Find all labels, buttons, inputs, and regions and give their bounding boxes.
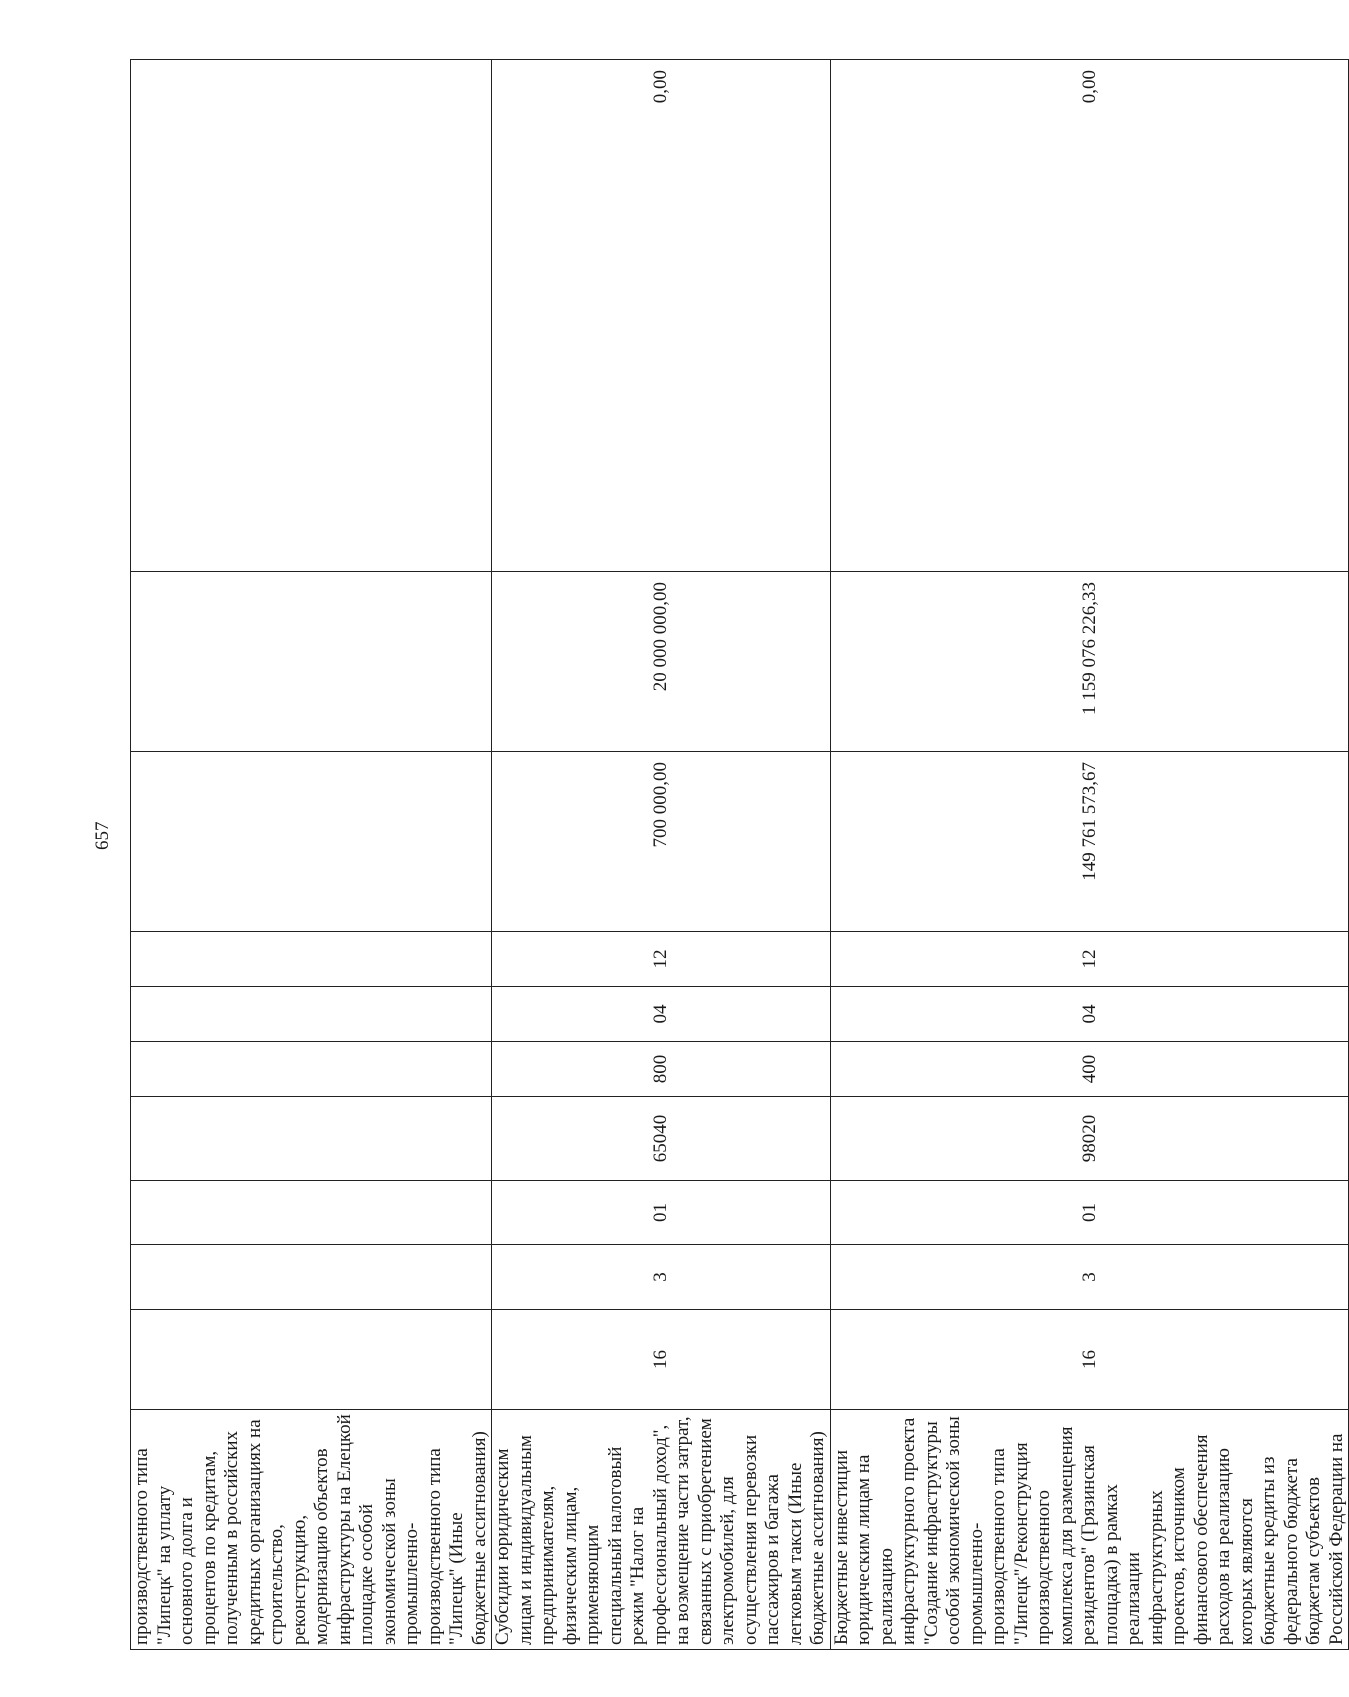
cell-value-2: 1 159 076 226,33	[830, 572, 1349, 752]
cell-value-1: 149 761 573,67	[830, 752, 1349, 932]
cell-c3: 01	[492, 1181, 831, 1245]
cell-c4: 98020	[830, 1097, 1349, 1181]
cell-c4: 65040	[492, 1097, 831, 1181]
cell-value-3: 0,00	[492, 60, 831, 572]
cell-c6: 04	[830, 987, 1349, 1042]
table-row	[830, 60, 1349, 1650]
cell-c3: 01	[830, 1181, 1349, 1245]
cell-c7: 12	[830, 932, 1349, 987]
row-description: производственного типа "Липецк" на уплату основного долга и процентов по кредитам, полученным в российских кредитных организациях на строительство, реконструкцию, модернизацию объектов инфраструктуры на Елецкой площадке особой экономической зоны промышленно-производственного типа "Липецк" (Иные бюджетные ассигнования)	[131, 1410, 492, 1650]
cell-c4	[131, 1097, 492, 1181]
cell-c2: 3	[492, 1245, 831, 1310]
row-description: Бюджетные инвестиции юридическим лицам на реализацию инфраструктурного проекта "Создание инфраструктуры особой экономической зоны промышленно-производственного типа "Липецк"/Реконструкция производственного комплекса для размещения резидентов" (Грязинская площадка) в рамках реализации инфраструктурных проектов, источником финансового обеспечения расходов на реализацию которых являются бюджетные кредиты из федерального бюджета бюджетам субъектов Российской Федерации на	[830, 1410, 1349, 1650]
cell-c7	[131, 932, 492, 987]
cell-c1: 16	[830, 1310, 1349, 1410]
budget-table	[130, 59, 1349, 1650]
cell-c2	[131, 1245, 492, 1310]
table-row	[131, 60, 492, 1650]
cell-value-1	[131, 752, 492, 932]
cell-c5: 400	[830, 1042, 1349, 1097]
cell-c5: 800	[492, 1042, 831, 1097]
cell-c3	[131, 1181, 492, 1245]
cell-value-3	[131, 60, 492, 572]
cell-c6: 04	[492, 987, 831, 1042]
cell-c1: 16	[492, 1310, 831, 1410]
cell-value-3: 0,00	[830, 60, 1349, 572]
cell-value-2: 20 000 000,00	[492, 572, 831, 752]
cell-c5	[131, 1042, 492, 1097]
rotated-table-wrapper	[130, 60, 1347, 1650]
cell-value-2	[131, 572, 492, 752]
cell-c7: 12	[492, 932, 831, 987]
cell-value-1: 700 000,00	[492, 752, 831, 932]
cell-c1	[131, 1310, 492, 1410]
cell-c2: 3	[830, 1245, 1349, 1310]
row-description: Субсидии юридическим лицам и индивидуальным предпринимателям, физическим лицам, применяющим специальный налоговый режим "Налог на профессиональный доход", на возмещение части затрат, связанных с приобретением электромобилей, для осуществления перевозки пассажиров и багажа легковым такси (Иные бюджетные ассигнования)	[492, 1410, 831, 1650]
page-number: 657	[92, 821, 113, 850]
table-row	[492, 60, 831, 1650]
cell-c6	[131, 987, 492, 1042]
